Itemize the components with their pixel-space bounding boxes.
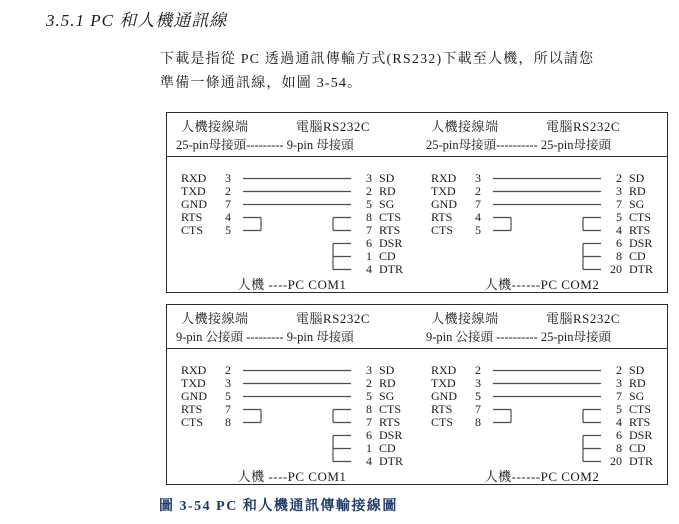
right-pin-number: 2	[366, 376, 372, 390]
right-signal-label: CD	[629, 249, 646, 263]
pc-terminal-label: 電腦RS232C	[546, 311, 621, 326]
left-pin-number: 3	[225, 376, 231, 390]
right-pin-number: 6	[616, 428, 622, 442]
right-pin-number: 20	[610, 262, 622, 276]
left-signal-label: CTS	[431, 223, 454, 237]
right-signal-label: SG	[629, 389, 645, 403]
pc-terminal-label: 電腦RS232C	[296, 311, 371, 326]
right-pin-number: 2	[366, 184, 372, 198]
left-signal-label: GND	[431, 197, 457, 211]
right-signal-label: RTS	[379, 223, 401, 237]
right-pin-number: 2	[616, 171, 622, 185]
hmi-pc-connection-label: 人機 ----PC COM1	[237, 277, 347, 292]
right-pin-number: 3	[366, 363, 372, 377]
right-pin-number: 5	[616, 210, 622, 224]
left-pin-number: 5	[225, 389, 231, 403]
left-signal-label: GND	[431, 389, 457, 403]
right-signal-label: RTS	[379, 415, 401, 429]
diagram-body	[417, 157, 667, 292]
hmi-terminal-label: 人機接線端	[431, 311, 499, 326]
right-pin-number: 5	[616, 402, 622, 416]
right-signal-label: SD	[629, 171, 645, 185]
left-pin-number: 8	[225, 415, 231, 429]
hmi-terminal-label: 人機接線端	[431, 119, 499, 134]
wiring-box	[166, 304, 668, 485]
diagram-header	[417, 305, 667, 349]
right-signal-label: CD	[379, 249, 396, 263]
right-signal-label: SG	[379, 197, 395, 211]
left-pin-number: 2	[475, 363, 481, 377]
right-pin-number: 1	[366, 249, 372, 263]
right-signal-label: SD	[379, 171, 395, 185]
left-signal-label: RXD	[181, 171, 207, 185]
right-signal-label: RD	[379, 376, 396, 390]
left-signal-label: GND	[181, 389, 207, 403]
wiring-diagram	[167, 113, 417, 292]
wiring-diagram	[417, 305, 667, 484]
right-signal-label: DTR	[629, 454, 653, 468]
left-signal-label: TXD	[431, 184, 456, 198]
right-pin-number: 7	[616, 197, 622, 211]
right-signal-label: SD	[379, 363, 395, 377]
right-signal-label: CTS	[629, 210, 652, 224]
right-signal-label: SD	[629, 363, 645, 377]
left-pin-number: 2	[475, 184, 481, 198]
diagram-header	[167, 113, 417, 157]
right-pin-number: 3	[616, 376, 622, 390]
right-pin-number: 6	[616, 236, 622, 250]
right-pin-number: 4	[366, 262, 372, 276]
left-pin-number: 4	[475, 210, 481, 224]
right-pin-number: 7	[616, 389, 622, 403]
right-signal-label: CD	[379, 441, 396, 455]
right-signal-label: RD	[379, 184, 396, 198]
left-pin-number: 8	[475, 415, 481, 429]
left-pin-number: 4	[225, 210, 231, 224]
connector-type-line: 9-pin 公接頭 ---------- 25-pin母接頭	[426, 330, 612, 344]
right-signal-label: DTR	[379, 262, 403, 276]
right-pin-number: 4	[616, 223, 622, 237]
right-pin-number: 5	[366, 197, 372, 211]
left-pin-number: 5	[475, 389, 481, 403]
right-signal-label: RTS	[629, 415, 651, 429]
left-pin-number: 7	[475, 197, 481, 211]
left-signal-label: RXD	[181, 363, 207, 377]
left-signal-label: RXD	[431, 171, 457, 185]
right-pin-number: 8	[366, 210, 372, 224]
left-pin-number: 2	[225, 363, 231, 377]
right-pin-number: 4	[616, 415, 622, 429]
intro-line-1: 下載是指從 PC 透過通訊傳輸方式(RS232)下載至人機，所以請您	[160, 52, 595, 67]
left-signal-label: RTS	[431, 402, 453, 416]
left-signal-label: CTS	[431, 415, 454, 429]
right-signal-label: CTS	[379, 402, 402, 416]
right-pin-number: 6	[366, 428, 372, 442]
left-signal-label: GND	[181, 197, 207, 211]
right-pin-number: 8	[366, 402, 372, 416]
right-pin-number: 8	[616, 441, 622, 455]
left-pin-number: 5	[475, 223, 481, 237]
wiring-diagram	[417, 113, 667, 292]
left-pin-number: 2	[225, 184, 231, 198]
connector-type-line: 9-pin 公接頭 --------- 9-pin 母接頭	[176, 330, 354, 344]
right-pin-number: 2	[616, 363, 622, 377]
left-pin-number: 3	[225, 171, 231, 185]
right-pin-number: 7	[366, 223, 372, 237]
figure-caption: 圖 3-54 PC 和人機通訊傳輸接線圖	[159, 499, 398, 514]
right-signal-label: SG	[379, 389, 395, 403]
right-pin-number: 3	[366, 171, 372, 185]
right-signal-label: SG	[629, 197, 645, 211]
left-pin-number: 7	[225, 402, 231, 416]
right-signal-label: CTS	[629, 402, 652, 416]
hmi-terminal-label: 人機接線端	[181, 311, 249, 326]
right-signal-label: RTS	[629, 223, 651, 237]
right-pin-number: 5	[366, 389, 372, 403]
right-signal-label: CD	[629, 441, 646, 455]
right-signal-label: RD	[629, 376, 646, 390]
wiring-box	[166, 112, 668, 293]
left-signal-label: RTS	[181, 402, 203, 416]
diagram-body	[167, 349, 417, 484]
connector-type-line: 25-pin母接頭--------- 9-pin 母接頭	[176, 138, 354, 152]
right-signal-label: DSR	[629, 428, 653, 442]
right-pin-number: 3	[616, 184, 622, 198]
wiring-boxes	[166, 112, 668, 485]
intro-line-2: 準備一條通訊線，如圖 3-54。	[160, 76, 363, 91]
right-signal-label: DTR	[629, 262, 653, 276]
wiring-diagram	[167, 305, 417, 484]
right-pin-number: 7	[366, 415, 372, 429]
diagram-body	[417, 349, 667, 484]
right-pin-number: 8	[616, 249, 622, 263]
left-signal-label: TXD	[181, 376, 206, 390]
right-signal-label: DTR	[379, 454, 403, 468]
diagram-header	[417, 113, 667, 157]
right-signal-label: DSR	[379, 428, 403, 442]
connector-type-line: 25-pin母接頭---------- 25-pin母接頭	[426, 138, 612, 152]
left-signal-label: RXD	[431, 363, 457, 377]
left-signal-label: TXD	[431, 376, 456, 390]
section-title: 3.5.1 PC 和人機通訊線	[46, 11, 228, 30]
left-pin-number: 3	[475, 171, 481, 185]
left-pin-number: 7	[225, 197, 231, 211]
right-signal-label: DSR	[379, 236, 403, 250]
right-signal-label: CTS	[379, 210, 402, 224]
right-signal-label: RD	[629, 184, 646, 198]
left-pin-number: 5	[225, 223, 231, 237]
left-pin-number: 3	[475, 376, 481, 390]
left-signal-label: TXD	[181, 184, 206, 198]
right-pin-number: 4	[366, 454, 372, 468]
right-signal-label: DSR	[629, 236, 653, 250]
left-signal-label: RTS	[181, 210, 203, 224]
intro-paragraph	[160, 48, 594, 96]
left-pin-number: 7	[475, 402, 481, 416]
right-pin-number: 6	[366, 236, 372, 250]
left-signal-label: CTS	[181, 415, 204, 429]
hmi-terminal-label: 人機接線端	[181, 119, 249, 134]
left-signal-label: RTS	[431, 210, 453, 224]
hmi-pc-connection-label: 人機------PC COM2	[484, 469, 600, 484]
right-pin-number: 1	[366, 441, 372, 455]
diagram-body	[167, 157, 417, 292]
right-pin-number: 20	[610, 454, 622, 468]
hmi-pc-connection-label: 人機------PC COM2	[484, 277, 600, 292]
hmi-pc-connection-label: 人機 ----PC COM1	[237, 469, 347, 484]
left-signal-label: CTS	[181, 223, 204, 237]
diagram-header	[167, 305, 417, 349]
pc-terminal-label: 電腦RS232C	[296, 119, 371, 134]
pc-terminal-label: 電腦RS232C	[546, 119, 621, 134]
